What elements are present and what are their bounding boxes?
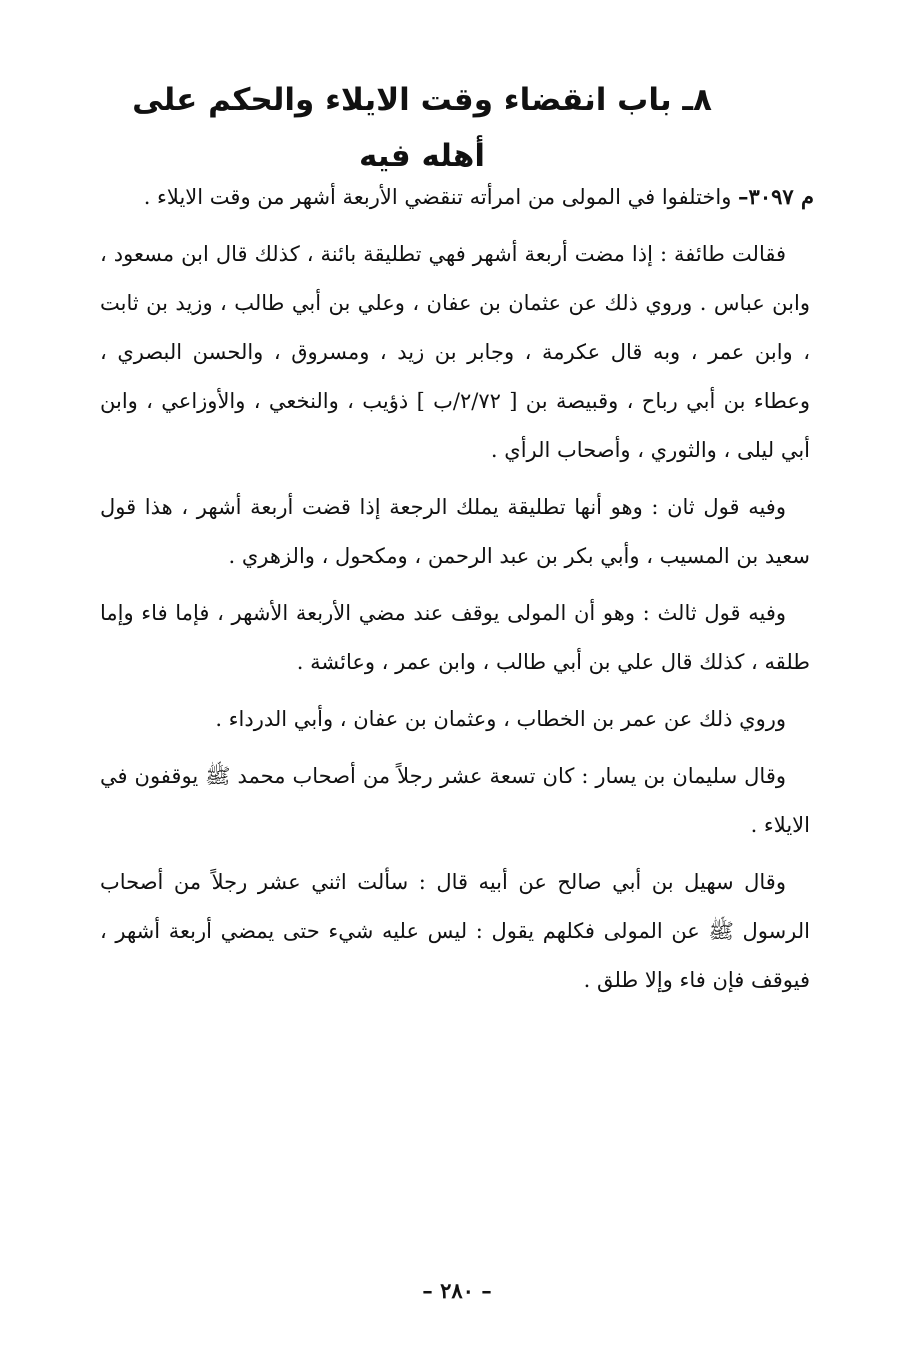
numbered-paragraph	[100, 172, 814, 222]
paragraph-5: وقال سليمان بن يسار : كان تسعة عشر رجلاً من أصحاب محمد ﷺ يوقفون في الايلاء .	[100, 764, 810, 837]
paragraph-6: وقال سهيل بن أبي صالح عن أبيه قال : سألت اثني عشر رجلاً من أصحاب الرسول ﷺ عن المولى فكلهم يقول : ليس عليه شيء حتى يمضي أربعة أشهر ، فيوقف فإن فاء وإلا طلق .	[100, 870, 810, 992]
paragraph-text: واختلفوا في المولى من امرأته تنقضي الأربعة أشهر من وقت الايلاء .	[143, 185, 739, 209]
paragraph-1: فقالت طائفة : إذا مضت أربعة أشهر فهي تطليقة بائنة ، كذلك قال ابن مسعود ، وابن عباس . وروي ذلك عن عثمان بن عفان ، وعلي بن أبي طالب ، وزيد بن ثابت ، وابن عمر ، وبه قال عكرمة ، وجابر بن زيد ، ومسروق ، والحسن البصري ، وعطاء بن أبي رباح ، وقبيصة بن [ ٢/٧٢/ب ] ذؤيب ، والنخعي ، والأوزاعي ، وابن أبي ليلى ، والثوري ، وأصحاب الرأي .	[100, 242, 810, 462]
chapter-title: ٨ـ باب انقضاء وقت الايلاء والحكم على أهله فيه	[132, 82, 712, 174]
paragraph-4: وروي ذلك عن عمر بن الخطاب ، وعثمان بن عفان ، وأبي الدرداء .	[215, 707, 786, 731]
paragraph-2: وفيه قول ثان : وهو أنها تطليقة يملك الرجعة إذا قضت أربعة أشهر ، هذا قول سعيد بن المسيب ، وأبي بكر بن عبد الرحمن ، ومكحول ، والزهري .	[100, 495, 810, 568]
page-number: – ٢٨٠ –	[422, 1278, 492, 1303]
paragraph-number: م ٣٠٩٧–	[738, 184, 814, 209]
paragraph-3: وفيه قول ثالث : وهو أن المولى يوقف عند مضي الأربعة الأشهر ، فإما فاء وإما طلقه ، كذلك قال علي بن أبي طالب ، وابن عمر ، وعائشة .	[100, 601, 810, 674]
page-body	[100, 172, 814, 1013]
